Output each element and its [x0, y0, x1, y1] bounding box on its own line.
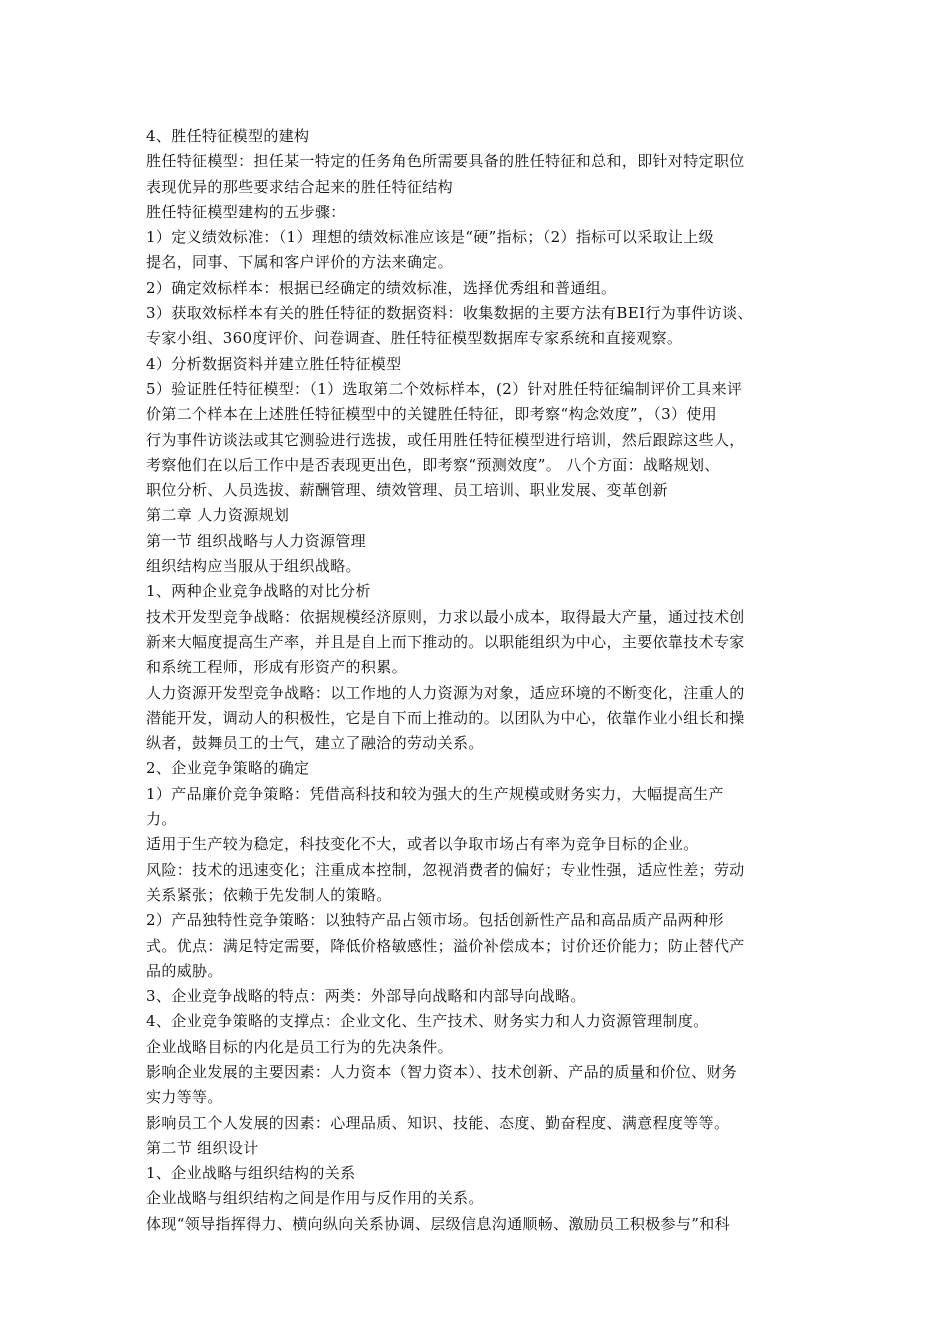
text-line: 技术开发型竞争战略：依据规模经济原则，力求以最小成本，取得最大产量，通过技术创 — [146, 607, 745, 626]
text-line: 考察他们在以后工作中是否表现更出色，即考察“预测效度”。 八个方面：战略规划、 — [146, 455, 720, 474]
text-line: 组织结构应当服从于组织战略。 — [146, 557, 361, 576]
text-line: 企业战略与组织结构之间是作用与反作用的关系。 — [146, 1189, 484, 1208]
text-line: 关系紧张；依赖于先发制人的策略。 — [146, 885, 392, 904]
text-line: 价第二个样本在上述胜任特征模型中的关键胜任特征，即考察“构念效度”，（3）使用 — [146, 405, 718, 424]
section-heading: 第一节 组织战略与人力资源管理 — [146, 531, 367, 550]
section-heading: 第二节 组织设计 — [146, 1138, 259, 1157]
chapter-heading: 第二章 人力资源规划 — [146, 506, 290, 525]
text-line: 力。 — [146, 810, 177, 829]
document-page — [146, 124, 806, 1237]
text-line: 适用于生产较为稳定，科技变化不大，或者以争取市场占有率为竞争目标的企业。 — [146, 835, 699, 854]
text-line: 实力等等。 — [146, 1088, 223, 1107]
text-line: 专家小组、360度评价、问卷调查、胜任特征模型数据库专家系统和直接观察。 — [146, 329, 683, 348]
text-line: 影响企业发展的主要因素：人力资本（智力资本）、技术创新、产品的质量和价位、财务 — [146, 1062, 738, 1081]
text-line: 3、企业竞争战略的特点：两类：外部导向战略和内部导向战略。 — [146, 987, 586, 1006]
text-line: 表现优异的那些要求结合起来的胜任特征结构 — [146, 177, 454, 196]
text-line: 新来大幅度提高生产率，并且是自上而下推动的。以职能组织为中心，主要依靠技术专家 — [146, 632, 745, 651]
text-line: 企业战略目标的内化是员工行为的先决条件。 — [146, 1037, 454, 1056]
text-line: 品的威胁。 — [146, 961, 223, 980]
text-line: 式。优点：满足特定需要，降低价格敏感性；溢价补偿成本；讨价还价能力；防止替代产 — [146, 936, 745, 955]
text-line: 胜任特征模型：担任某一特定的任务角色所需要具备的胜任特征和总和，即针对特定职位 — [146, 152, 745, 171]
text-line: 职位分析、人员选拔、薪酬管理、绩效管理、员工培训、职业发展、变革创新 — [146, 481, 668, 500]
text-line: 体现“领导指挥得力、横向纵向关系协调、层级信息沟通顺畅、激励员工积极参与”和科 — [146, 1214, 730, 1233]
text-line: 2）产品独特性竞争策略：以独特产品占领市场。包括创新性产品和高品质产品两种形 — [146, 911, 724, 930]
text-line: 4、企业竞争策略的支撑点：企业文化、生产技术、财务实力和人力资源管理制度。 — [146, 1012, 709, 1031]
text-line: 纵者，鼓舞员工的士气，建立了融洽的劳动关系。 — [146, 734, 484, 753]
text-line: 提名，同事、下属和客户评价的方法来确定。 — [146, 253, 454, 272]
section-heading: 1、两种企业竞争战略的对比分析 — [146, 582, 371, 601]
text-line: 2）确定效标样本：根据已经确定的绩效标准，选择优秀组和普通组。 — [146, 278, 617, 297]
text-line: 和系统工程师，形成有形资产的积累。 — [146, 658, 407, 677]
section-heading: 4、胜任特征模型的建构 — [146, 127, 310, 145]
text-line: 影响员工个人发展的因素：心理品质、知识、技能、态度、勤奋程度、满意程度等等。 — [146, 1113, 730, 1132]
text-line: 1）产品廉价竞争策略：凭借高科技和较为强大的生产规模或财务实力，大幅提高生产 — [146, 784, 724, 803]
text-line: 潜能开发，调动人的积极性，它是自下而上推动的。以团队为中心，依靠作业小组长和操 — [146, 708, 745, 727]
text-line: 5）验证胜任特征模型：（1）选取第二个效标样本，(2）针对胜任特征编制评价工具来评 — [146, 379, 743, 398]
text-line: 胜任特征模型建构的五步骤： — [146, 202, 346, 221]
text-line: 3）获取效标样本有关的胜任特征的数据资料：收集数据的主要方法有BEI行为事件访谈、 — [146, 304, 753, 323]
text-line: 4）分析数据资料并建立胜任特征模型 — [146, 354, 402, 373]
text-line: 风险：技术的迅速变化；注重成本控制，忽视消费者的偏好；专业性强，适应性差；劳动 — [146, 860, 745, 879]
section-heading: 1、企业战略与组织结构的关系 — [146, 1164, 356, 1183]
text-line: 行为事件访谈法或其它测验进行选拔，或任用胜任特征模型进行培训，然后跟踪这些人， — [146, 430, 745, 449]
section-heading: 2、企业竞争策略的确定 — [146, 759, 310, 778]
text-line: 人力资源开发型竞争战略：以工作地的人力资源为对象，适应环境的不断变化，注重人的 — [146, 683, 745, 702]
text-line: 1）定义绩效标准：（1）理想的绩效标准应该是“硬”指标；（2）指标可以采取让上级 — [146, 228, 714, 247]
